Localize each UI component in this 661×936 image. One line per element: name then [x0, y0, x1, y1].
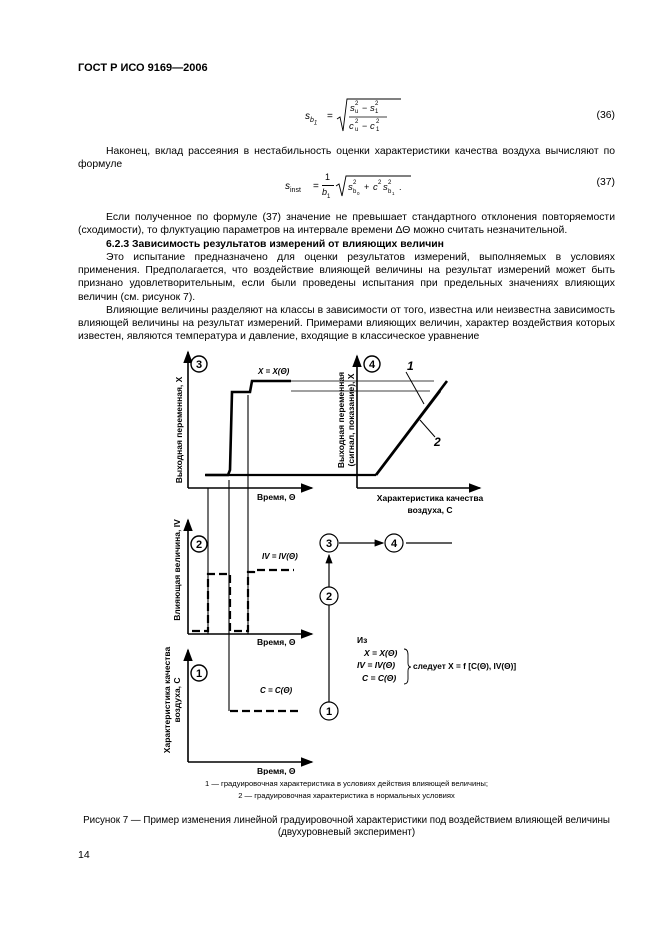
equation-37: $s_{inst}$ = 1 $b_1$ s b 0 2 + c 2 s b 1 2 .	[285, 172, 435, 204]
paragraph-2: Если полученное по формуле (37) значение не превышает стандартного отклонения повторяемости (сходимости), то флуктуацию параметров на интервале времени ΔΘ можно считать незначительной.	[78, 212, 615, 237]
paragraph-1: Наконец, вклад рассеяния в нестабильность оценки характеристики качества воздуха вычисляют по формуле	[78, 146, 615, 171]
line-2-label: 2	[434, 435, 441, 449]
svg-text:s: s	[370, 103, 375, 114]
panel-4-ylabel-2: (сигнал, показание), X	[346, 373, 356, 467]
panel-2-curve-label: IV = IV(Θ)	[262, 552, 298, 561]
svg-text:s: s	[350, 103, 355, 114]
paragraph-3: Это испытание предназначено для оценки результатов измерений, выполняемых в условиях применения. Предполагается, что воздействие влияющей величины на результат измерений может быть признано удовлетворительным, если были проведены испытания при предельных значениях влияющих величин (см. рисунок 7).	[78, 252, 615, 303]
panel-2-xlabel: Время, Θ	[257, 637, 296, 647]
equation-36: $s_{b_1}$ = s u 2 − s 1 2 c u 2 − c 1 2	[305, 97, 415, 137]
svg-text:1: 1	[375, 109, 379, 115]
svg-text:4: 4	[390, 538, 398, 550]
equation-number-37: (37)	[596, 177, 615, 188]
panel-3-curve-label: X = X(Θ)	[258, 367, 290, 376]
panel-2-number: 2	[195, 539, 203, 551]
svg-text:−: −	[362, 121, 368, 131]
svg-text:следует X = f [C(Θ), IV(Θ)]: следует X = f [C(Θ), IV(Θ)]	[413, 661, 517, 671]
panel-1-ylabel-2: воздуха, C	[172, 677, 182, 723]
paragraph-4: Влияющие величины разделяют на классы в зависимости от того, известна или неизвестна зависимость влияющей величины на результат измерений. Примерами влияющих величин, характер воздействия которых известен, являются температура и давление, входящие в классическое уравнение	[78, 305, 615, 343]
svg-text:1: 1	[325, 706, 333, 718]
svg-text:IV = IV(Θ): IV = IV(Θ)	[357, 660, 396, 670]
panel-2-influence-vs-time	[172, 519, 312, 647]
panel-1-quality-vs-time	[162, 634, 312, 775]
document-header: ГОСТ Р ИСО 9169—2006	[78, 62, 208, 74]
panel-3-number: 3	[195, 359, 203, 371]
legend-line-1: 1 — градуировочная характеристика в условиях действия влияющей величины;	[205, 779, 488, 788]
svg-text:s: s	[348, 182, 353, 193]
panel-4-number: 4	[368, 359, 376, 371]
svg-text:u: u	[355, 127, 359, 133]
panel-1-number: 1	[195, 668, 203, 680]
sqrt-fraction	[335, 97, 405, 137]
line-1-label: 1	[407, 359, 414, 373]
svg-text:Из: Из	[357, 635, 368, 645]
panel-4-xlabel-2: воздуха, C	[407, 505, 453, 515]
derivation-block	[357, 635, 516, 684]
svg-text:2: 2	[375, 101, 379, 107]
svg-text:2: 2	[378, 180, 382, 186]
svg-text:1: 1	[376, 127, 380, 133]
panel-4-xlabel-1: Характеристика качества	[376, 493, 484, 503]
section-heading: 6.2.3 Зависимость результатов измерений от влияющих величин	[106, 239, 444, 250]
panel-2-ylabel: Влияющая величина, IV	[172, 519, 182, 621]
equation-number-36: (36)	[596, 110, 615, 121]
svg-text:.: .	[399, 182, 402, 192]
svg-text:2: 2	[355, 119, 359, 125]
svg-text:c: c	[349, 121, 354, 132]
svg-text:2: 2	[388, 180, 392, 186]
svg-text:u: u	[355, 109, 359, 115]
flow-diagram	[320, 534, 452, 720]
legend-line-2: 2 — градуировочная характеристика в нормальных условиях	[238, 791, 455, 800]
panel-3-xlabel: Время, Θ	[257, 492, 296, 502]
panel-2-influence-curve	[192, 570, 294, 631]
svg-text:C = C(Θ): C = C(Θ)	[362, 673, 397, 683]
panel-3-ylabel: Выходная переменная, X	[174, 376, 184, 484]
page-number: 14	[78, 849, 90, 861]
svg-text:2: 2	[355, 101, 359, 107]
panel-1-curve-label: C = C(Θ)	[260, 686, 293, 695]
svg-text:b: b	[353, 189, 357, 195]
svg-text:+: +	[364, 182, 370, 192]
svg-text:c: c	[370, 121, 375, 132]
svg-text:2: 2	[325, 591, 333, 603]
svg-text:2: 2	[353, 180, 357, 186]
figure-caption: Рисунок 7 — Пример изменения линейной градуировочной характеристики под воздействием влияющей величины (двухуровневый эксперимент)	[83, 815, 610, 838]
panel-4-ylabel-1: Выходная переменная	[336, 371, 346, 469]
sqrt-expression	[335, 174, 415, 200]
svg-text:s: s	[383, 182, 388, 193]
calibration-line-2	[376, 391, 440, 475]
svg-text:−: −	[362, 103, 368, 113]
svg-text:b: b	[388, 189, 392, 195]
svg-text:1: 1	[392, 191, 395, 196]
svg-text:2: 2	[376, 119, 380, 125]
figure-7	[0, 345, 661, 775]
panel-1-ylabel-1: Характеристика качества	[162, 646, 172, 754]
svg-text:3: 3	[325, 538, 333, 550]
svg-text:X = X(Θ): X = X(Θ)	[364, 648, 398, 658]
svg-text:c: c	[373, 182, 378, 193]
panel-1-xlabel: Время, Θ	[257, 766, 296, 775]
svg-text:0: 0	[357, 191, 360, 196]
